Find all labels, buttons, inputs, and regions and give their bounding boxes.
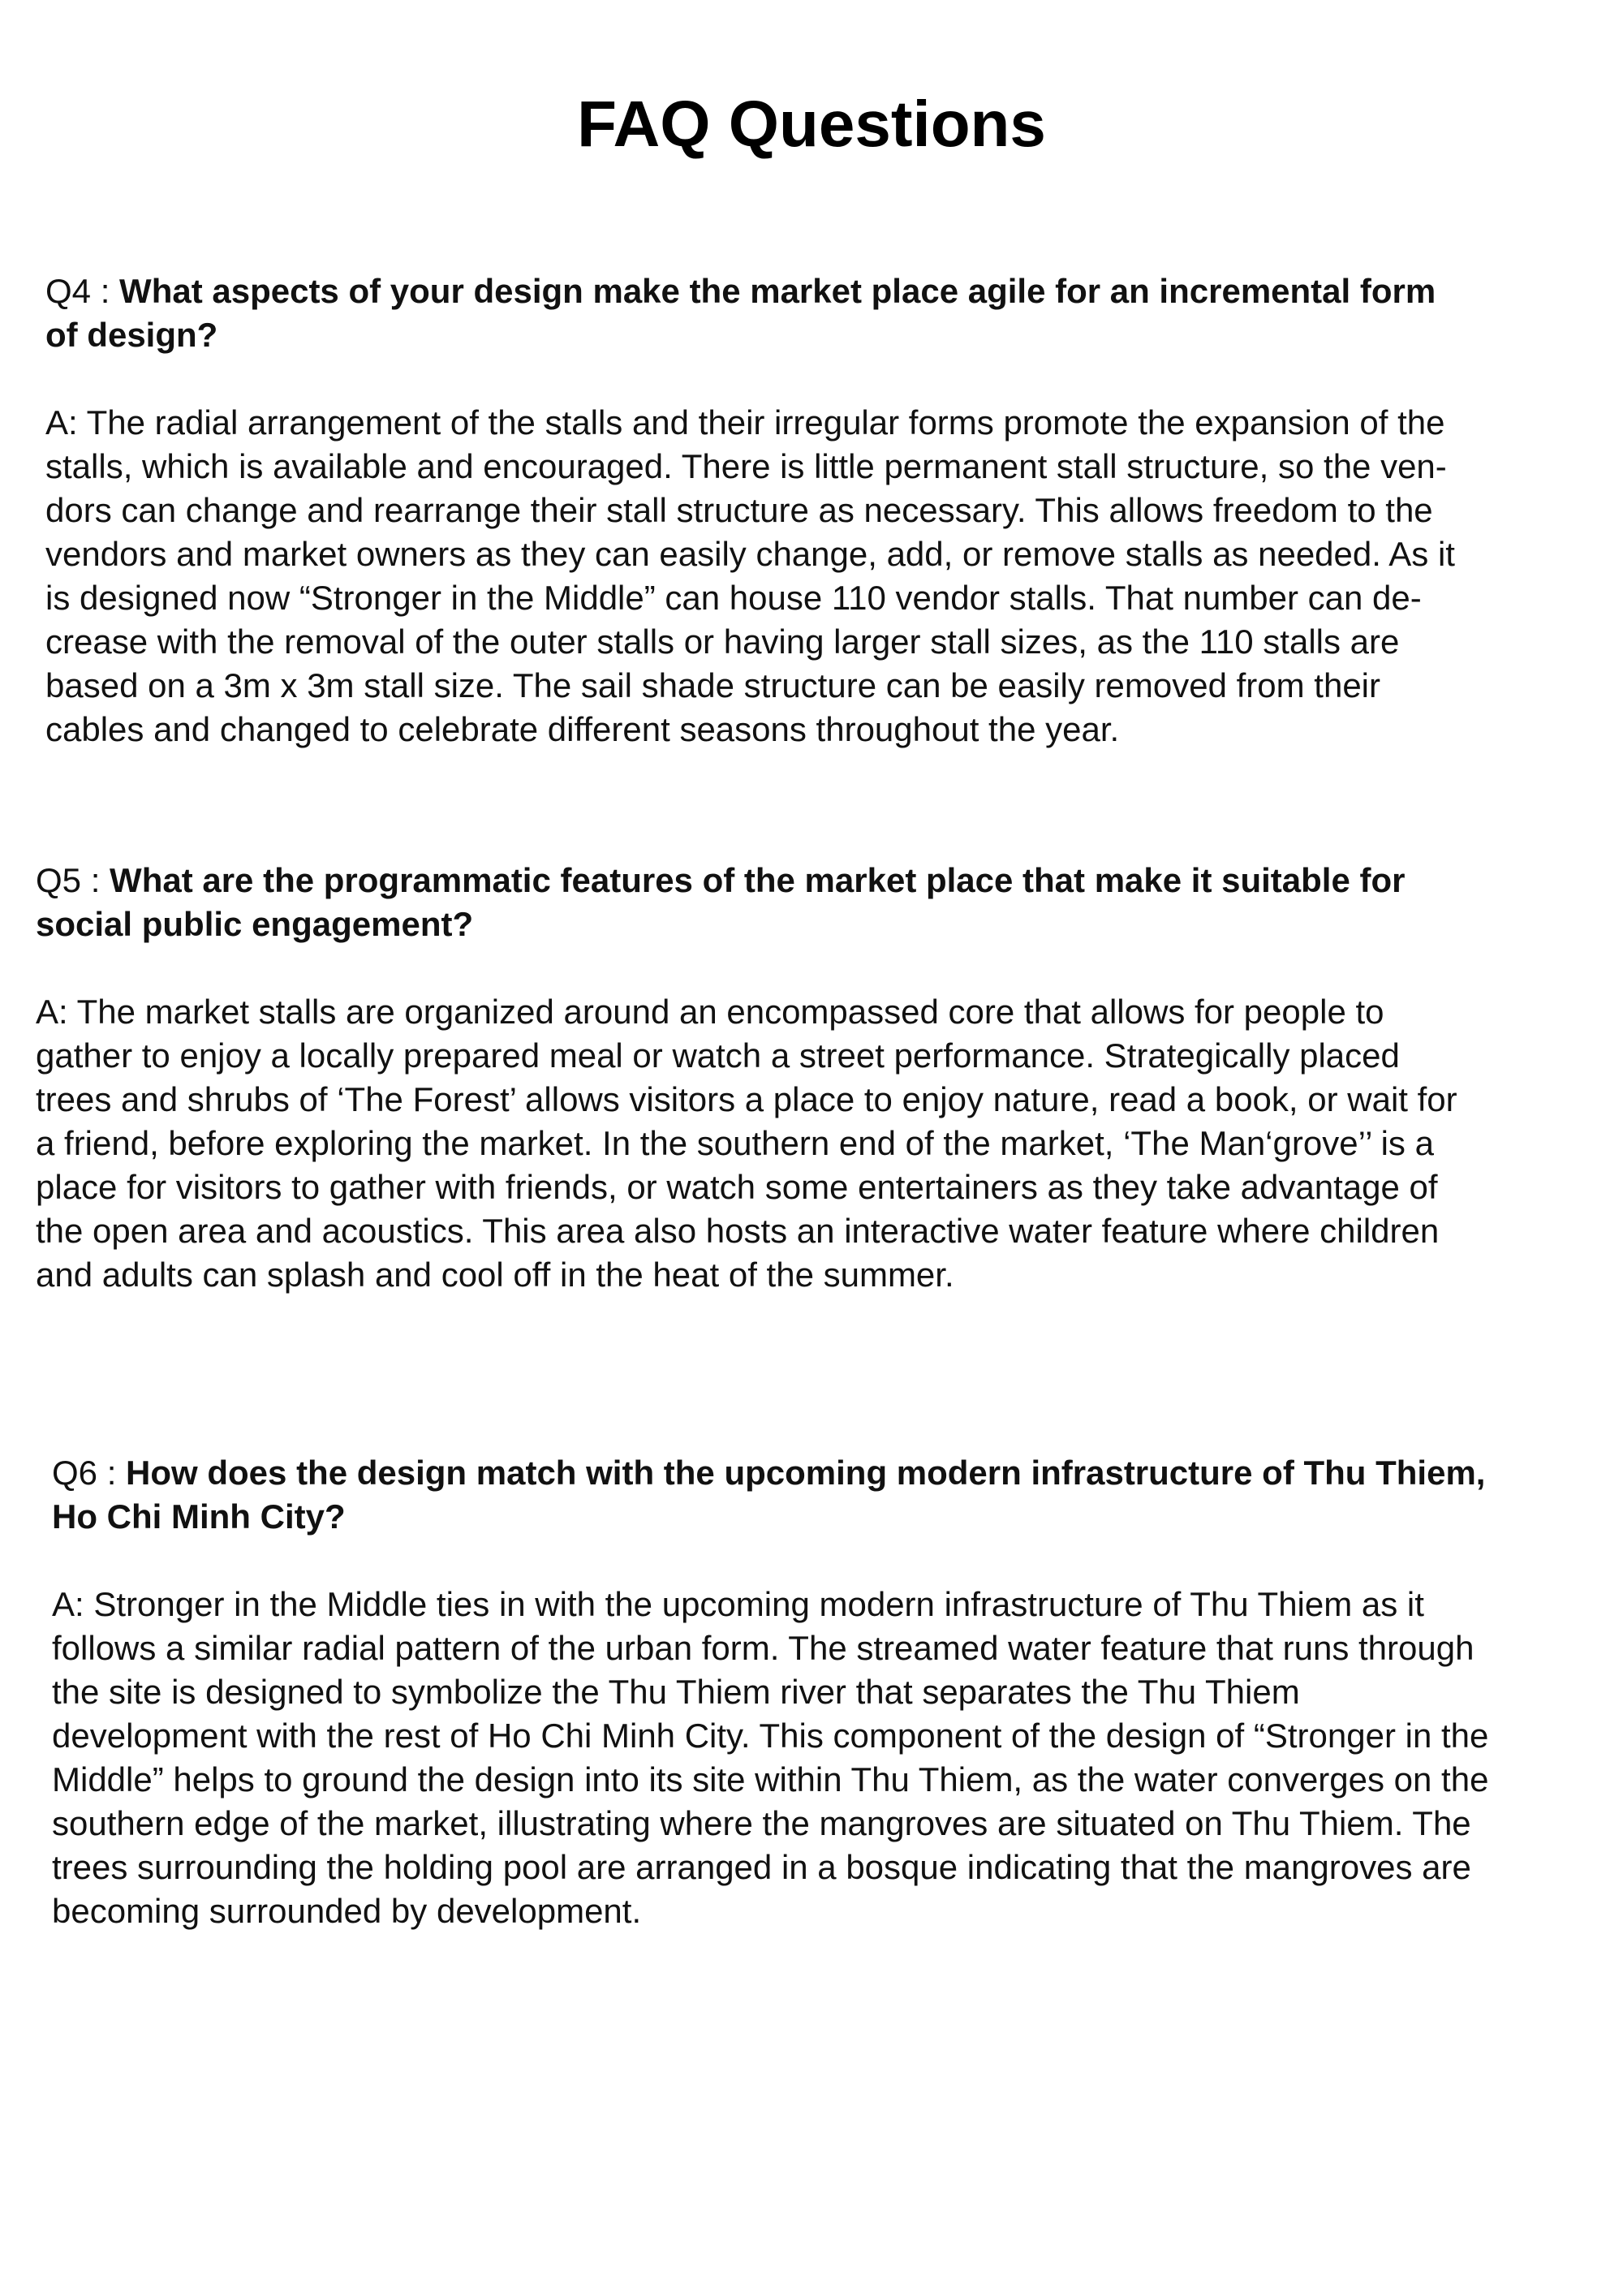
faq-question-number: Q5 : (36, 861, 110, 899)
faq-answer-line: trees surrounding the holding pool are arranged in a bosque indicating that the mangroves are (52, 1848, 1471, 1886)
faq-question-text: social public engagement? (36, 905, 474, 943)
faq-answer-line: becoming surrounded by development. (52, 1892, 642, 1930)
faq-answer-line: development with the rest of Ho Chi Minh City. This component of the design of “Stronger in the (52, 1717, 1489, 1755)
faq-question-text: What aspects of your design make the market place agile for an incremental form (119, 272, 1436, 310)
faq-answer-line: southern edge of the market, illustrating where the mangroves are situated on Thu Thiem. The (52, 1804, 1471, 1842)
faq-item-q5 (36, 859, 1569, 1297)
faq-answer-line: place for visitors to gather with friends, or watch some entertainers as they take advantage of (36, 1168, 1438, 1206)
faq-answer-line: based on a 3m x 3m stall size. The sail shade structure can be easily removed from their (45, 666, 1380, 704)
faq-item-q4 (45, 269, 1579, 752)
faq-answer-line: a friend, before exploring the market. In the southern end of the market, ‘The Man‘grove’’ is a (36, 1124, 1434, 1162)
faq-question-number: Q6 : (52, 1454, 127, 1492)
faq-answer-line: dors can change and rearrange their stall structure as necessary. This allows freedom to the (45, 491, 1433, 529)
faq-answer (36, 990, 1569, 1297)
faq-item-q6 (52, 1451, 1594, 1933)
faq-question (52, 1451, 1594, 1539)
faq-question-text: Ho Chi Minh City? (52, 1497, 346, 1536)
faq-answer-line: A: The radial arrangement of the stalls and their irregular forms promote the expansion of the (45, 403, 1445, 442)
faq-answer-line: gather to enjoy a locally prepared meal or watch a street performance. Strategically placed (36, 1036, 1400, 1075)
faq-answer-line: the site is designed to symbolize the Thu Thiem river that separates the Thu Thiem (52, 1673, 1300, 1711)
faq-question-text: What are the programmatic features of the market place that make it suitable for (110, 861, 1406, 899)
faq-question (45, 269, 1579, 357)
faq-answer (52, 1583, 1594, 1933)
faq-answer-line: stalls, which is available and encouraged. There is little permanent stall structure, so the ven- (45, 447, 1447, 485)
faq-answer-line: crease with the removal of the outer stalls or having larger stall sizes, as the 110 stalls are (45, 622, 1400, 661)
faq-answer-line: Middle” helps to ground the design into its site within Thu Thiem, as the water converges on the (52, 1760, 1489, 1798)
faq-question-text: of design? (45, 316, 218, 354)
faq-answer (45, 401, 1579, 752)
faq-answer-line: and adults can splash and cool off in the heat of the summer. (36, 1256, 954, 1294)
faq-answer-line: is designed now “Stronger in the Middle” can house 110 vendor stalls. That number can de- (45, 579, 1422, 617)
faq-question-text: How does the design match with the upcoming modern infrastructure of Thu Thiem, (126, 1454, 1486, 1492)
faq-answer-line: the open area and acoustics. This area also hosts an interactive water feature where children (36, 1212, 1440, 1250)
faq-answer-line: A: The market stalls are organized around an encompassed core that allows for people to (36, 993, 1384, 1031)
faq-answer-line: follows a similar radial pattern of the urban form. The streamed water feature that runs through (52, 1629, 1474, 1667)
faq-answer-line: cables and changed to celebrate different seasons throughout the year. (45, 710, 1120, 748)
faq-answer-line: vendors and market owners as they can easily change, add, or remove stalls as needed. As it (45, 535, 1455, 573)
faq-answer-line: trees and shrubs of ‘The Forest’ allows visitors a place to enjoy nature, read a book, or wait for (36, 1080, 1457, 1118)
faq-question-number: Q4 : (45, 272, 120, 310)
faq-question (36, 859, 1569, 946)
page-title: FAQ Questions (577, 88, 1046, 160)
faq-answer-line: A: Stronger in the Middle ties in with the upcoming modern infrastructure of Thu Thiem as it (52, 1585, 1424, 1623)
